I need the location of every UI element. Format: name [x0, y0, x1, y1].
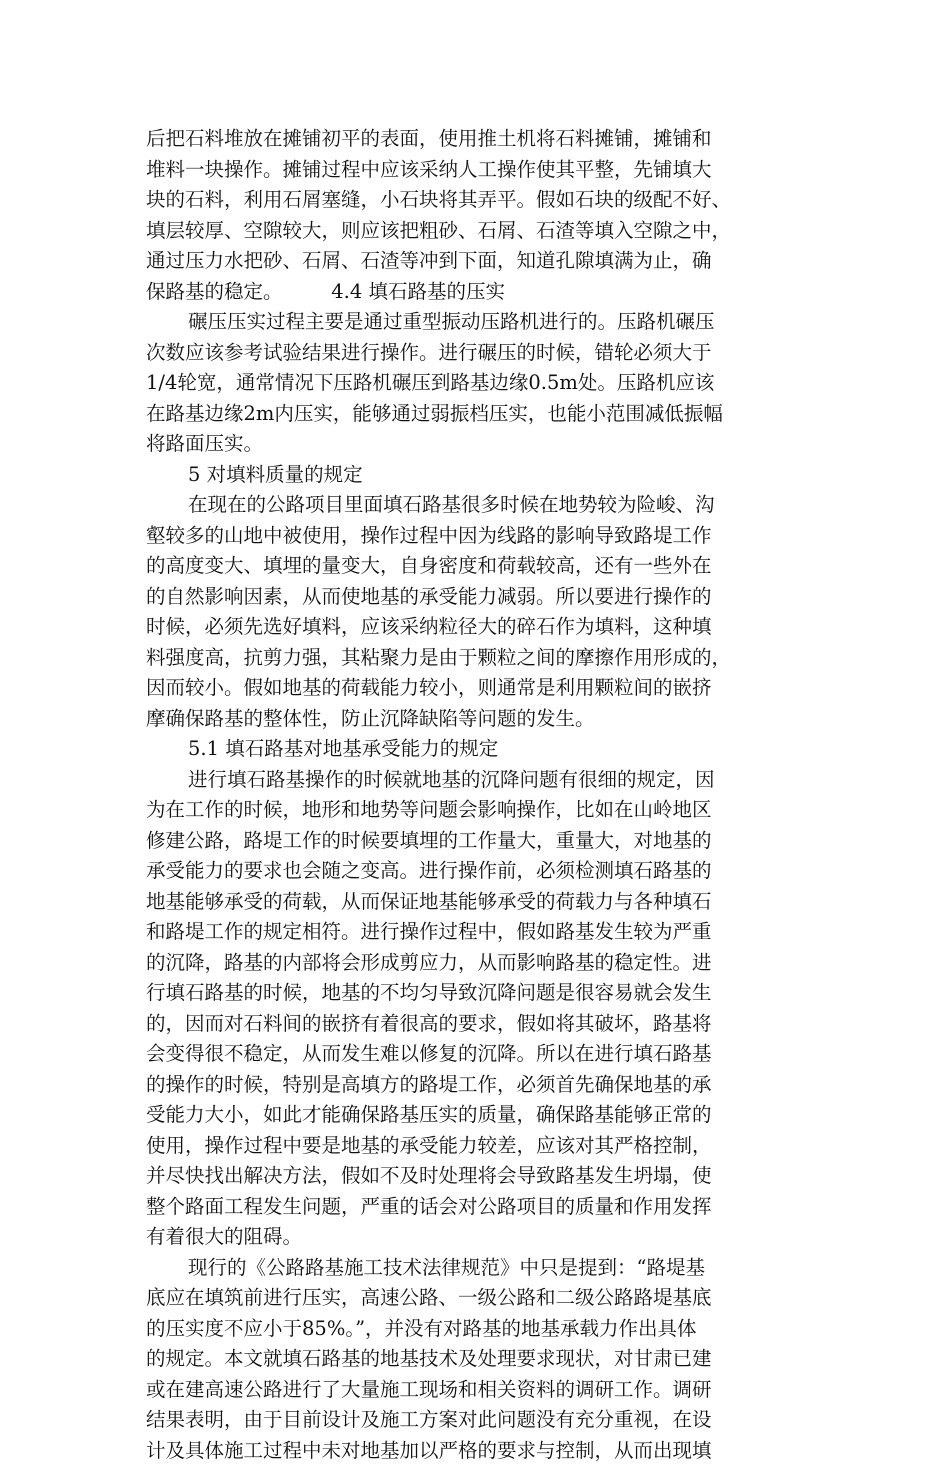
document-body [146, 124, 806, 1466]
text-line: 次数应该参考试验结果进行操作。进行碾压的时候，错轮必须大于 [146, 338, 806, 369]
text-line: 通过压力水把砂、石屑、石渣等冲到下面，知道孔隙填满为止，确 [146, 246, 806, 277]
text-line: 块的石料，利用石屑塞缝，小石块将其弄平。假如石块的级配不好、 [146, 185, 806, 216]
text-line: 时候，必须先选好填料，应该采纳粒径大的碎石作为填料，这种填 [146, 612, 806, 643]
text-line: 结果表明，由于目前设计及施工方案对此问题没有充分重视，在设 [146, 1405, 806, 1436]
text-line: 的规定。本文就填石路基的地基技术及处理要求现状，对甘肃已建 [146, 1344, 806, 1375]
text-line: 有着很大的阻碍。 [146, 1222, 806, 1253]
text-line: 的压实度不应小于85%。”，并没有对路基的地基承载力作出具体 [146, 1314, 806, 1345]
text-line: 后把石料堆放在摊铺初平的表面，使用推土机将石料摊铺，摊铺和 [146, 124, 806, 155]
text-line: 整个路面工程发生问题，严重的话会对公路项目的质量和作用发挥 [146, 1192, 806, 1223]
text-line: 5.1 填石路基对地基承受能力的规定 [146, 734, 806, 765]
text-line: 1/4轮宽，通常情况下压路机碾压到路基边缘0.5m处。压路机应该 [146, 368, 806, 399]
text-line: 在路基边缘2m内压实，能够通过弱振档压实，也能小范围减低振幅 [146, 399, 806, 430]
text-line: 和路堤工作的规定相符。进行操作过程中，假如路基发生较为严重 [146, 917, 806, 948]
text-line: 料强度高，抗剪力强，其粘聚力是由于颗粒之间的摩擦作用形成的， [146, 643, 806, 674]
text-line: 5 对填料质量的规定 [146, 460, 806, 491]
text-line: 会变得很不稳定，从而发生难以修复的沉降。所以在进行填石路基 [146, 1039, 806, 1070]
text-line: 使用，操作过程中要是地基的承受能力较差，应该对其严格控制， [146, 1131, 806, 1162]
text-line: 保路基的稳定。 4.4 填石路基的压实 [146, 277, 806, 308]
text-line: 填层较厚、空隙较大，则应该把粗砂、石屑、石渣等填入空隙之中， [146, 216, 806, 247]
text-line: 摩确保路基的整体性，防止沉降缺陷等问题的发生。 [146, 704, 806, 735]
text-line: 壑较多的山地中被使用，操作过程中因为线路的影响导致路堤工作 [146, 521, 806, 552]
text-line: 进行填石路基操作的时候就地基的沉降问题有很细的规定，因 [146, 765, 806, 796]
text-line: 的操作的时候，特别是高填方的路堤工作，必须首先确保地基的承 [146, 1070, 806, 1101]
text-line: 行填石路基的时候，地基的不均匀导致沉降问题是很容易就会发生 [146, 978, 806, 1009]
text-line: 底应在填筑前进行压实，高速公路、一级公路和二级公路路堤基底 [146, 1283, 806, 1314]
text-line: 堆料一块操作。摊铺过程中应该采纳人工操作使其平整，先铺填大 [146, 155, 806, 186]
text-line: 地基能够承受的荷载，从而保证地基能够承受的荷载力与各种填石 [146, 887, 806, 918]
text-line: 承受能力的要求也会随之变高。进行操作前，必须检测填石路基的 [146, 856, 806, 887]
text-line: 或在建高速公路进行了大量施工现场和相关资料的调研工作。调研 [146, 1375, 806, 1406]
text-line: 的自然影响因素，从而使地基的承受能力减弱。所以要进行操作的 [146, 582, 806, 613]
text-line: 在现在的公路项目里面填石路基很多时候在地势较为险峻、沟 [146, 490, 806, 521]
text-line: 为在工作的时候，地形和地势等问题会影响操作，比如在山岭地区 [146, 795, 806, 826]
text-line: 计及具体施工过程中未对地基加以严格的要求与控制，从而出现填 [146, 1436, 806, 1466]
text-line: 的，因而对石料间的嵌挤有着很高的要求，假如将其破坏，路基将 [146, 1009, 806, 1040]
text-line: 将路面压实。 [146, 429, 806, 460]
text-line: 的高度变大、填埋的量变大，自身密度和荷载较高，还有一些外在 [146, 551, 806, 582]
text-line: 受能力大小，如此才能确保路基压实的质量，确保路基能够正常的 [146, 1100, 806, 1131]
text-line: 现行的《公路路基施工技术法律规范》中只是提到：“路堤基 [146, 1253, 806, 1284]
text-line: 并尽快找出解决方法，假如不及时处理将会导致路基发生坍塌，使 [146, 1161, 806, 1192]
text-line: 因而较小。假如地基的荷载能力较小，则通常是利用颗粒间的嵌挤 [146, 673, 806, 704]
text-line: 碾压压实过程主要是通过重型振动压路机进行的。压路机碾压 [146, 307, 806, 338]
text-line: 的沉降，路基的内部将会形成剪应力，从而影响路基的稳定性。进 [146, 948, 806, 979]
text-line: 修建公路，路堤工作的时候要填埋的工作量大，重量大，对地基的 [146, 826, 806, 857]
